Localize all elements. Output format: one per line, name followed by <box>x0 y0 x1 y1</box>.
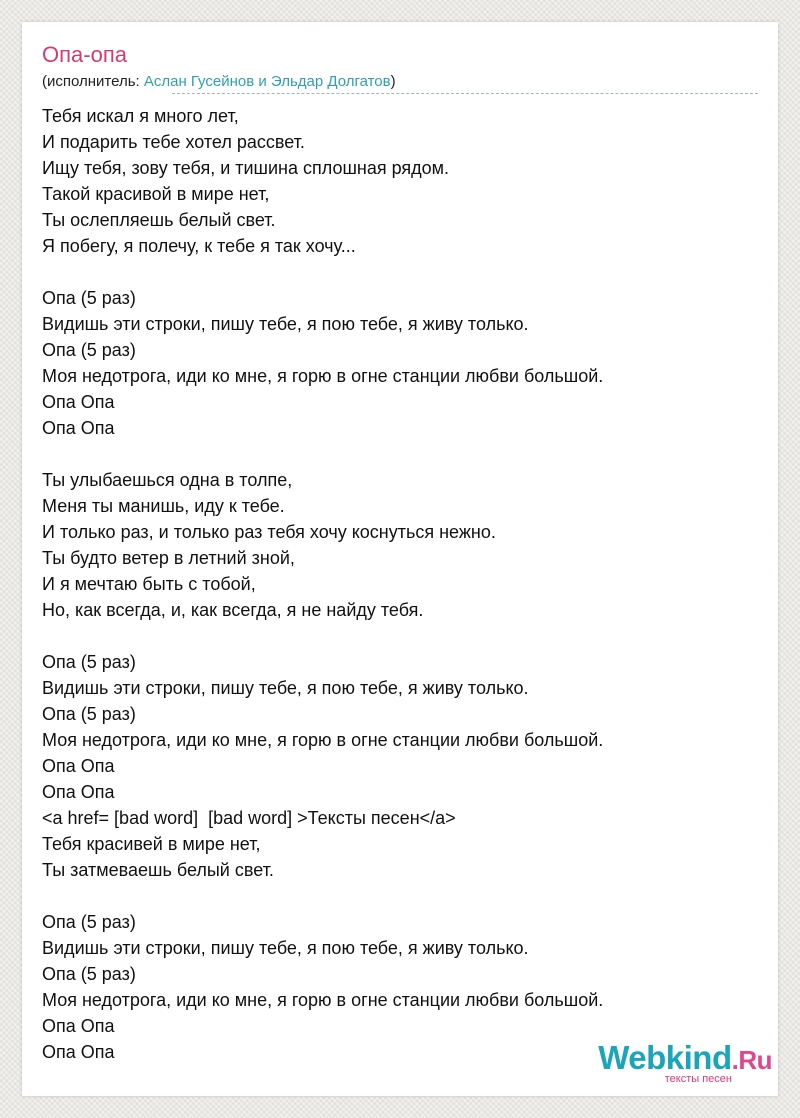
lyrics-card <box>22 22 778 1096</box>
lyric-line: Опа (5 раз) <box>42 340 136 360</box>
lyric-line: Тебя красивей в мире нет, <box>42 834 261 854</box>
lyric-line: Видишь эти строки, пишу тебе, я пою тебе, я живу только. <box>42 314 529 334</box>
artist-link[interactable]: Аслан Гусейнов и Эльдар Долгатов <box>143 73 391 90</box>
lyric-line: Опа (5 раз) <box>42 964 136 984</box>
lyric-line: И я мечтаю быть с тобой, <box>42 574 256 594</box>
stanza-gap <box>42 441 762 467</box>
lyric-line: Опа Опа <box>42 1016 115 1036</box>
lyric-line: Опа Опа <box>42 392 115 412</box>
artist-prefix: (исполнитель: <box>42 73 144 90</box>
lyric-line: Ты улыбаешься одна в толпе, <box>42 470 293 490</box>
lyric-line: Опа Опа <box>42 756 115 776</box>
lyric-line: Меня ты манишь, иду к тебе. <box>42 496 285 516</box>
lyric-line: Моя недотрога, иди ко мне, я горю в огне станции любви большой. <box>42 730 604 750</box>
lyric-line: <a href= [bad word] [bad word] >Тексты песен</a> <box>42 808 456 828</box>
lyric-line: И только раз, и только раз тебя хочу коснуться нежно. <box>42 522 496 542</box>
lyric-line: Видишь эти строки, пишу тебе, я пою тебе, я живу только. <box>42 678 529 698</box>
lyric-line: Тебя искал я много лет, <box>42 106 239 126</box>
stanza-gap <box>42 259 762 285</box>
lyric-line: Видишь эти строки, пишу тебе, я пою тебе, я живу только. <box>42 938 529 958</box>
lyric-line: Опа Опа <box>42 782 115 802</box>
lyric-line: Но, как всегда, и, как всегда, я не найду тебя. <box>42 600 424 620</box>
lyric-line: Моя недотрога, иди ко мне, я горю в огне станции любви большой. <box>42 366 604 386</box>
stanza-gap <box>42 883 762 909</box>
lyric-line: Ты ослепляешь белый свет. <box>42 210 276 230</box>
lyric-line: Такой красивой в мире нет, <box>42 184 270 204</box>
lyric-line: Ты будто ветер в летний зной, <box>42 548 295 568</box>
artist-line <box>42 72 396 92</box>
lyric-line: Ты затмеваешь белый свет. <box>42 860 274 880</box>
site-logo[interactable] <box>572 1040 772 1088</box>
lyric-line: Ищу тебя, зову тебя, и тишина сплошная рядом. <box>42 158 450 178</box>
lyric-line: Опа (5 раз) <box>42 704 136 724</box>
lyric-line: Опа Опа <box>42 1042 115 1062</box>
lyrics-block <box>42 103 762 1065</box>
lyric-line: И подарить тебе хотел рассвет. <box>42 132 305 152</box>
lyric-line: Опа (5 раз) <box>42 288 136 308</box>
artist-suffix: ) <box>390 73 396 90</box>
lyric-line: Моя недотрога, иди ко мне, я горю в огне станции любви большой. <box>42 990 604 1010</box>
lyric-line: Опа (5 раз) <box>42 912 136 932</box>
lyric-line: Я побегу, я полечу, к тебе я так хочу... <box>42 236 356 256</box>
lyric-line: Опа Опа <box>42 418 115 438</box>
logo-word: Webkind <box>598 1039 732 1076</box>
logo-tagline: тексты песен <box>664 1073 732 1085</box>
dashed-divider <box>172 93 758 94</box>
song-title: Опа-опа <box>42 42 127 67</box>
logo-tld: .Ru <box>731 1045 772 1075</box>
stanza-gap <box>42 623 762 649</box>
lyric-line: Опа (5 раз) <box>42 652 136 672</box>
